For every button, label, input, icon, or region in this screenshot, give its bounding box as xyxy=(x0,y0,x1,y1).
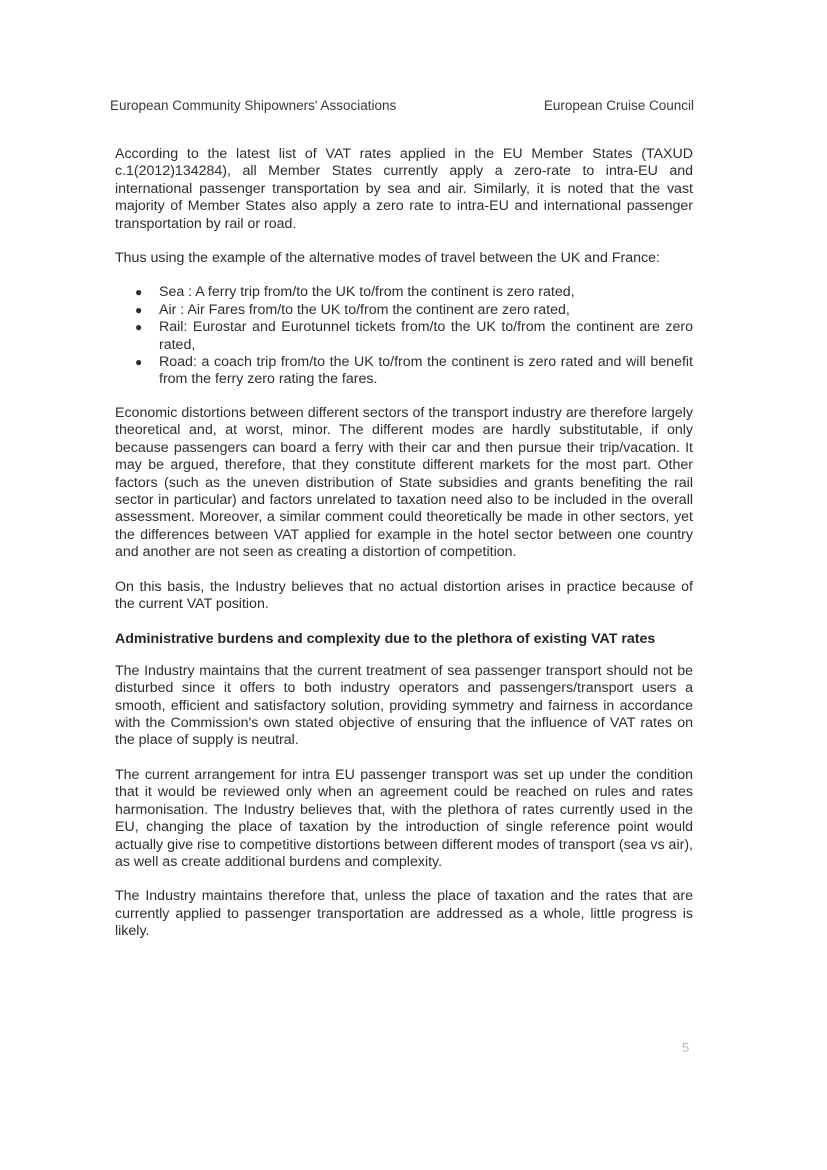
paragraph-economic-distortions: Economic distortions between different sectors of the transport industry are therefore largely theoretical and, at worst, minor. The different modes are hardly substitutable, if only because passengers can board a ferry with their car and then pursue their trip/vacation. It may be argued, therefore, that they constitute different markets for the most part. Other factors (such as the uneven distribution of State subsidies and grants benefiting the rail sector in particular) and factors unrelated to taxation need also to be included in the overall assessment. Moreover, a similar comment could theoretically be made in other sectors, yet the differences between VAT applied for example in the hotel sector between one country and another are not seen as creating a distortion of competition. xyxy=(115,404,693,561)
section-heading: Administrative burdens and complexity due to the plethora of existing VAT rates xyxy=(115,631,656,648)
paragraph-current-arrangement: The current arrangement for intra EU passenger transport was set up under the condition that it would be reviewed only when an agreement could be reached on rules and rates harmonisation. The Industry believes that, with the plethora of rates currently used in the EU, changing the place of taxation by the introduction of single reference point would actually give rise to competitive distortions between different modes of transport (sea vs air), as well as create additional burdens and complexity. xyxy=(115,766,693,870)
transport-modes-list xyxy=(115,284,693,388)
header-left-organisation: European Community Shipowners' Associations xyxy=(110,98,397,113)
bullet-icon: ● xyxy=(135,355,143,370)
paragraph-industry-belief: On this basis, the Industry believes that no actual distortion arises in practice because of the current VAT position. xyxy=(115,578,693,612)
paragraph-current-treatment: The Industry maintains that the current treatment of sea passenger transport should not be disturbed since it offers to both industry operators and passengers/transport users a smooth, efficient and satisfactory solution, providing symmetry and fairness in accordance with the Commission's own stated objective of ensuring that the influence of VAT rates on the place of supply is neutral. xyxy=(115,662,693,749)
page-number: 5 xyxy=(682,1040,690,1055)
list-item-text: Air : Air Fares from/to the UK to/from the continent are zero rated, xyxy=(159,301,570,318)
list-item xyxy=(135,354,693,389)
paragraph-conclusion: The Industry maintains therefore that, unless the place of taxation and the rates that are currently applied to passenger transportation are addressed as a whole, little progress is likely. xyxy=(115,888,693,940)
list-item-text: Rail: Eurostar and Eurotunnel tickets from/to the UK to/from the continent are zero rated, xyxy=(159,319,693,353)
header-right-organisation: European Cruise Council xyxy=(543,98,694,113)
list-item xyxy=(135,301,693,319)
list-item xyxy=(135,319,693,354)
bullet-icon: ● xyxy=(135,320,143,335)
bullet-icon: ● xyxy=(135,302,143,317)
bullet-icon: ● xyxy=(135,285,143,300)
paragraph-vat-rates: According to the latest list of VAT rates applied in the EU Member States (TAXUD c.1(2012)134284), all Member States currently apply a zero-rate to intra-EU and international passenger transportation by sea and air. Similarly, it is noted that the vast majority of Member States also apply a zero rate to intra-EU and international passenger transportation by rail or road. xyxy=(115,146,693,232)
list-item xyxy=(135,284,693,301)
paragraph-travel-example: Thus using the example of the alternative modes of travel between the UK and France: xyxy=(115,250,660,267)
document-body xyxy=(115,146,693,958)
list-item-text: Sea : A ferry trip from/to the UK to/from the continent is zero rated, xyxy=(159,284,575,301)
list-item-text: Road: a coach trip from/to the UK to/from the continent is zero rated and will benefit from the ferry zero rating the fares. xyxy=(159,354,693,388)
page-header xyxy=(110,98,694,118)
